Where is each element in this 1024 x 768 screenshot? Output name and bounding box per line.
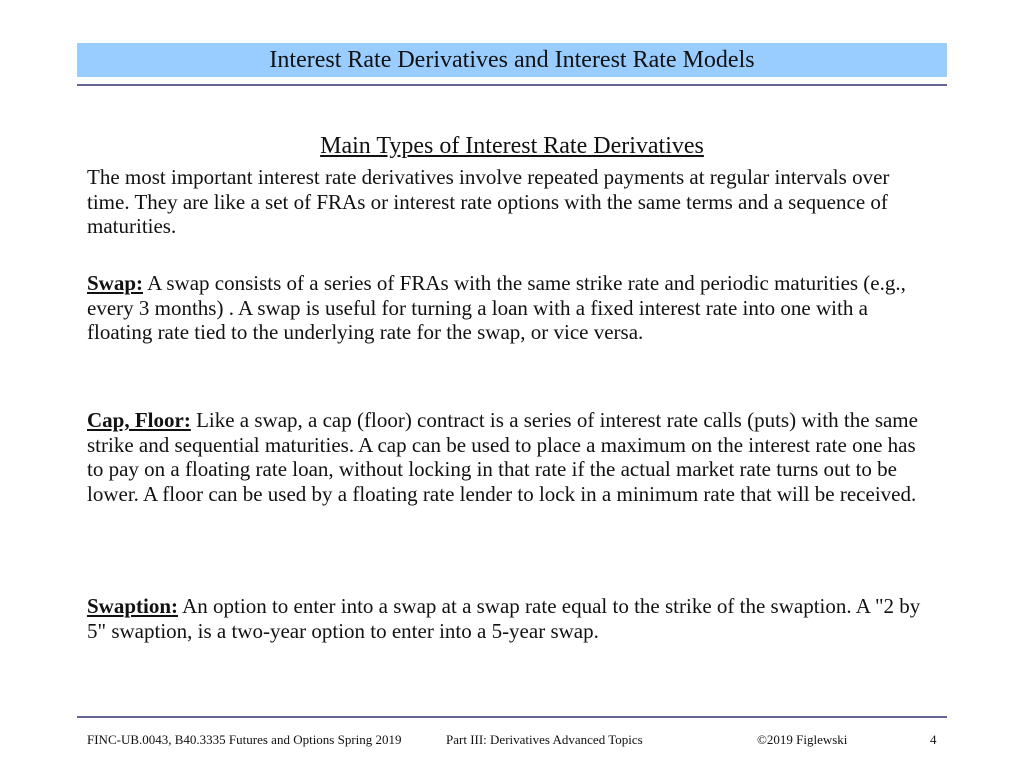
slide-title-bar <box>77 43 947 77</box>
swaption-paragraph <box>87 594 937 643</box>
slide-title: Interest Rate Derivatives and Interest Rate Models <box>269 46 755 73</box>
title-divider <box>77 84 947 86</box>
intro-paragraph: The most important interest rate derivatives involve repeated payments at regular intervals over time. They are like a set of FRAs or interest rate options with the same terms and a sequence of maturities. <box>87 165 890 238</box>
swaption-term: Swaption: <box>87 594 179 618</box>
swap-definition: A swap consists of a series of FRAs with the same strike rate and periodic maturities (e.g., every 3 months) . A swap is useful for turning a loan with a fixed interest rate into one with a floating rate tied to the underlying rate for the swap, or vice versa. <box>87 271 906 344</box>
section-heading: Main Types of Interest Rate Derivatives <box>320 133 704 159</box>
cap-floor-term: Cap, Floor: <box>87 408 191 432</box>
footer-part: Part III: Derivatives Advanced Topics <box>446 732 643 747</box>
swap-term: Swap: <box>87 271 144 295</box>
footer-divider <box>77 716 947 718</box>
cap-floor-paragraph <box>87 408 937 506</box>
swap-paragraph <box>87 271 937 345</box>
page-number: 4 <box>930 732 937 747</box>
swaption-definition: An option to enter into a swap at a swap rate equal to the strike of the swaption. A "2 by 5" swaption, is a two-year option to enter into a 5-year swap. <box>87 594 921 643</box>
cap-floor-definition: Like a swap, a cap (floor) contract is a series of interest rate calls (puts) with the same strike and sequential maturities. A cap can be used to place a maximum on the interest rate one has to pay on a floating rate loan, without locking in that rate if the actual market rate turns out to be lower. A floor can be used by a floating rate lender to lock in a minimum rate that will be received. <box>87 408 918 506</box>
footer-course: FINC-UB.0043, B40.3335 Futures and Options Spring 2019 <box>87 732 402 747</box>
footer-copyright: ©2019 Figlewski <box>757 732 848 747</box>
